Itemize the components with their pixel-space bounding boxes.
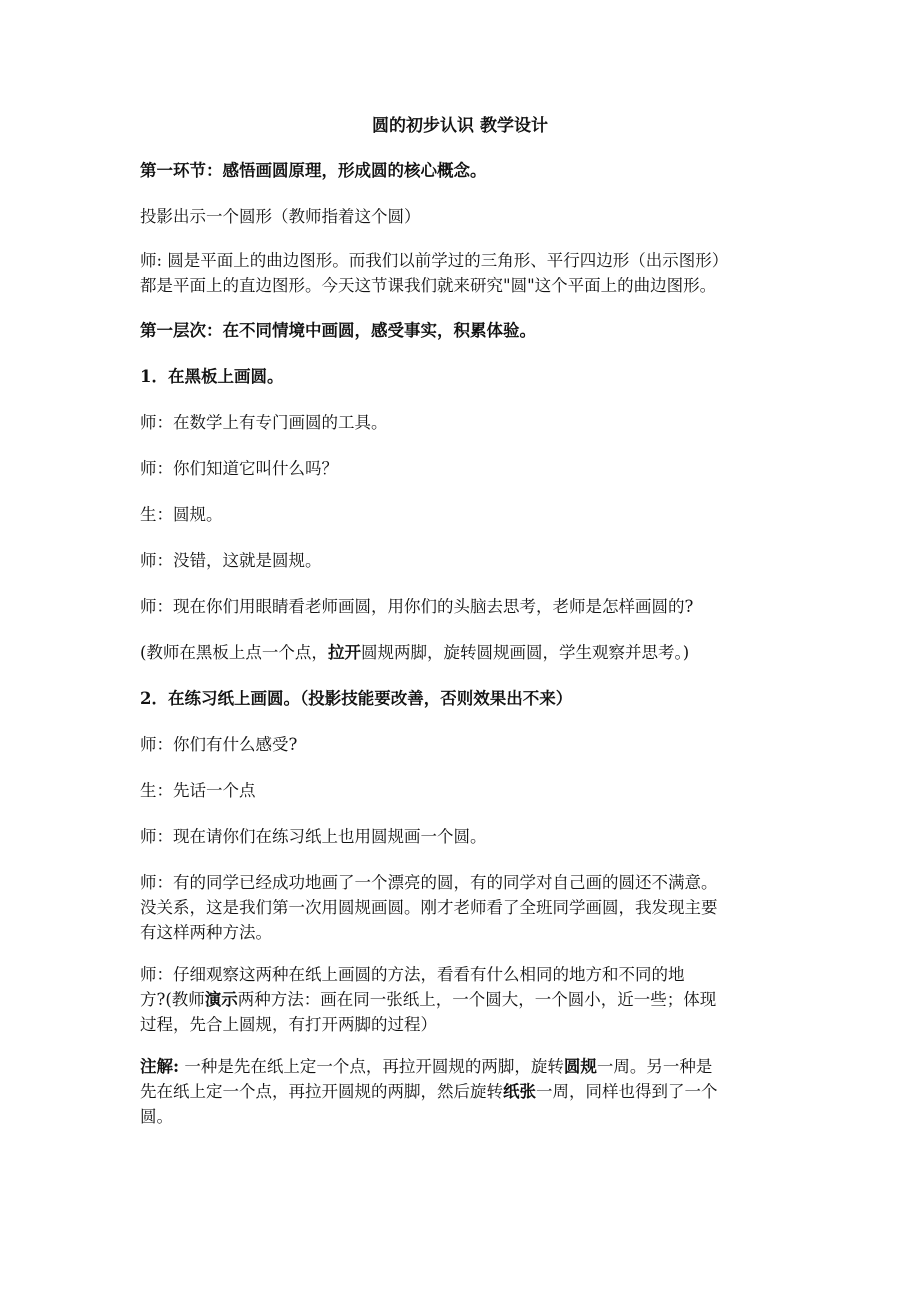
paragraph-intro-line-1: 师: 圆是平面上的曲边图形。而我们以前学过的三角形、平行四边形（出示图形） (140, 251, 729, 270)
level-heading-1: 第一层次：在不同情境中画圆，感受事实，积累体验。 (140, 321, 536, 340)
paragraph-intro (140, 248, 788, 298)
t8-line2-c: 两种方法：画在同一张纸上，一个圆大，一个圆小，近一些；体现 (237, 990, 717, 1009)
item-heading-2: 2．在练习纸上画圆。（投影技能要改善，否则效果出不来） (140, 689, 573, 708)
note-line2-c: 一周，同样也得到了一个 (536, 1082, 718, 1101)
note-line1-bold: 圆规 (563, 1057, 597, 1076)
note-line2-a: 先在纸上定一个点，再拉开圆规的两脚，然后旋转 (140, 1082, 503, 1101)
item-heading-1: 1．在黑板上画圆。 (140, 367, 284, 386)
student-line-2: 生：先话一个点 (140, 781, 256, 800)
student-line-1: 生：圆规。 (140, 505, 223, 524)
note-line-2 (140, 1079, 788, 1104)
document-title: 圆的初步认识 教学设计 (372, 116, 548, 136)
teacher-line-5: 师：你们有什么感受? (140, 735, 298, 754)
demo-text-bold: 拉开 (327, 643, 361, 662)
teacher-line-3: 师：没错，这就是圆规。 (140, 551, 322, 570)
t8-line2-bold: 演示 (204, 990, 238, 1009)
note-label: 注解: (140, 1057, 180, 1076)
teacher-paragraph-7-line-3: 有这样两种方法。 (140, 923, 272, 942)
teacher-paragraph-7 (140, 870, 788, 945)
section-heading-1: 第一环节：感悟画圆原理，形成圆的核心概念。 (140, 161, 487, 180)
paragraph-projection: 投影出示一个圆形（教师指着这个圆） (140, 207, 421, 226)
teacher-paragraph-8-line-3: 过程，先合上圆规，有打开两脚的过程） (140, 1015, 437, 1034)
note-line2-bold: 纸张 (503, 1082, 536, 1101)
teacher-line-2: 师：你们知道它叫什么吗？ (140, 459, 338, 478)
teacher-paragraph-7-line-1: 师：有的同学已经成功地画了一个漂亮的圆，有的同学对自己画的圆还不满意。 (140, 873, 718, 892)
teacher-paragraph-8-line-1: 师：仔细观察这两种在纸上画圆的方法，看看有什么相同的地方和不同的地 (140, 965, 685, 984)
teacher-paragraph-8 (140, 962, 788, 1037)
teacher-paragraph-8-line-2 (140, 987, 788, 1012)
teacher-line-6: 师：现在请你们在练习纸上也用圆规画一个圆。 (140, 827, 487, 846)
demo-text-a: (教师在黑板上点一个点， (140, 643, 328, 662)
teacher-line-4: 师：现在你们用眼睛看老师画圆，用你们的头脑去思考，老师是怎样画圆的? (140, 597, 694, 616)
note-line-1 (140, 1054, 788, 1079)
t8-line2-a: 方?(教师 (140, 990, 205, 1009)
teacher-line-1: 师：在数学上有专门画圆的工具。 (140, 413, 388, 432)
note-line1-a: 一种是先在纸上定一个点，再拉开圆规的两脚，旋转 (179, 1057, 564, 1076)
teacher-paragraph-7-line-2: 没关系，这是我们第一次用圆规画圆。刚才老师看了全班同学画圆，我发现主要 (140, 898, 718, 917)
note-paragraph (140, 1054, 788, 1129)
paragraph-intro-line-2: 都是平面上的直边图形。今天这节课我们就来研究"圆"这个平面上的曲边图形。 (140, 276, 717, 295)
demo-text-c: 圆规两脚，旋转圆规画圆，学生观察并思考。) (360, 643, 690, 662)
demo-paragraph-1 (140, 640, 788, 665)
note-line1-c: 一周。另一种是 (596, 1057, 713, 1076)
note-line-3: 圆。 (140, 1107, 173, 1126)
